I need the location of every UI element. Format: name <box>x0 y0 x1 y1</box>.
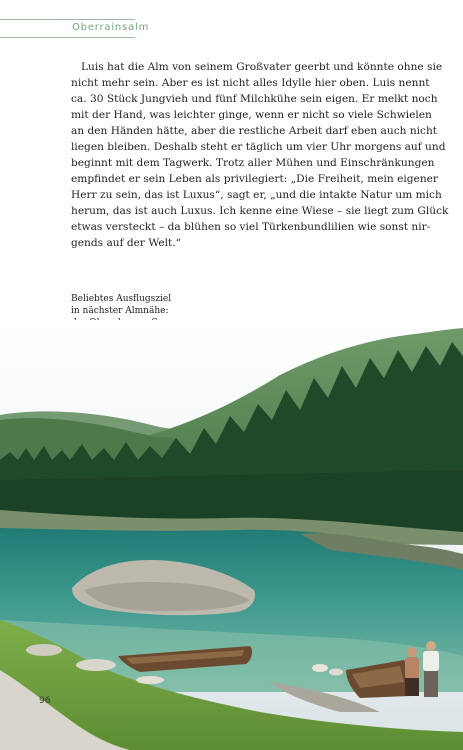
header-rule-bottom <box>0 37 135 38</box>
body-line: ca. 30 Stück Jungvieh und fünf Milchkühe sein eigen. Er melkt noch <box>71 93 438 105</box>
body-line: etwas versteckt – da blühen so viel Türkenbundlilien wie sonst nir- <box>71 221 431 233</box>
body-line: mit der Hand, was leichter ginge, wenn er nicht so viele Schwielen <box>71 109 432 121</box>
lake-photo <box>0 320 463 750</box>
body-paragraph <box>71 59 449 251</box>
caption-line: in nächster Almnähe: <box>71 306 169 316</box>
body-line: beginnt mit dem Tagwerk. Trotz aller Mühen und Einschränkungen <box>71 157 435 169</box>
running-head: Oberrainsalm <box>72 22 150 33</box>
header-rule-top <box>0 19 135 20</box>
body-line: an den Händen hätte, aber die restliche Arbeit darf eben auch nicht <box>71 125 438 137</box>
body-line: nicht mehr sein. Aber es ist nicht alles Idylle hier oben. Luis nennt <box>71 77 430 89</box>
body-line: liegen bleiben. Deshalb steht er täglich um vier Uhr morgens auf und <box>71 141 446 153</box>
body-line: gends auf der Welt.“ <box>71 237 182 249</box>
body-line: Luis hat die Alm von seinem Großvater geerbt und könnte ohne sie <box>81 61 443 73</box>
page-number: 96 <box>39 696 51 706</box>
lake-landscape-illustration <box>0 320 463 750</box>
body-line: empfindet er sein Leben als privilegiert: „Die Freiheit, mein eigener <box>71 173 438 185</box>
caption-line: Beliebtes Ausflugsziel <box>71 294 172 304</box>
body-line: herum, das ist auch Luxus. Ich kenne eine Wiese – sie liegt zum Glück <box>71 205 449 217</box>
body-line: Herr zu sein, das ist Luxus“, sagt er, „und die intakte Natur um mich <box>71 189 442 201</box>
